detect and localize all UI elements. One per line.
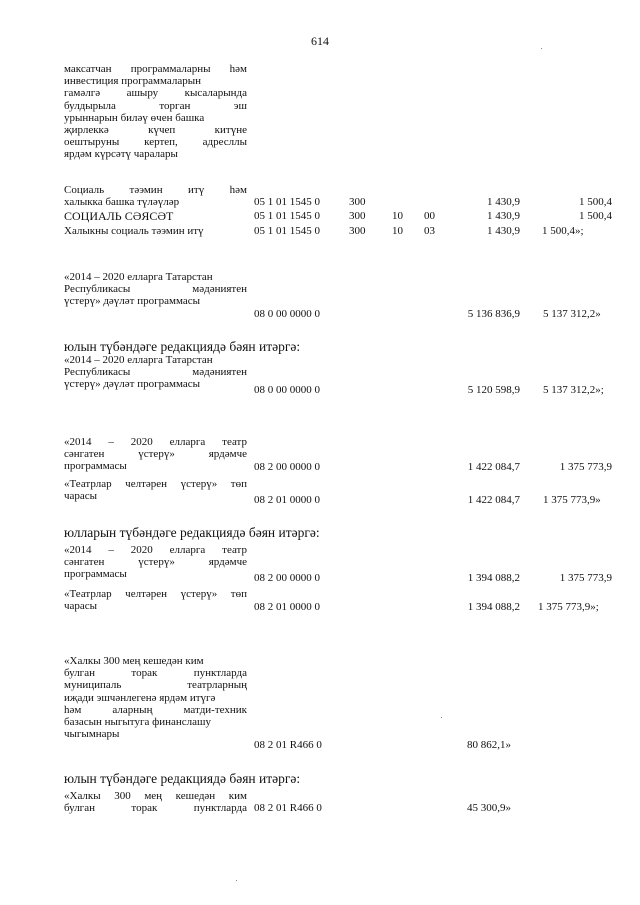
- section-code: 10: [392, 225, 403, 237]
- desc-line: «Халкы 300 мең кешедән ким: [64, 655, 204, 667]
- desc-line: СОЦИАЛЬ СӘЯСӘТ: [64, 209, 174, 223]
- target-code: 08 2 00 0000 0: [254, 572, 320, 584]
- desc-line: сәнгатен үстерү» ярдәмче: [64, 556, 247, 569]
- target-code: 08 2 01 R466 0: [254, 802, 322, 814]
- target-code: 05 1 01 1545 0: [254, 225, 320, 237]
- desc-line: Социаль тәэмин итү һәм: [64, 184, 247, 196]
- block3-description: [64, 354, 247, 391]
- desc-line: урыннарын биләү өчен башка: [64, 111, 205, 124]
- block6-description: [64, 655, 247, 740]
- block5-row2-description: [64, 588, 247, 612]
- desc-line: халыкка башка түләүләр: [64, 196, 180, 209]
- subsection-code: 03: [424, 225, 435, 237]
- amount-2019: 1 500,4: [579, 210, 612, 222]
- amount-2019: 1 500,4: [579, 196, 612, 208]
- block1-row2-description: [64, 210, 247, 222]
- expense-type: 300: [349, 210, 366, 222]
- target-code: 05 1 01 1545 0: [254, 210, 320, 222]
- expense-type: 300: [349, 225, 366, 237]
- block7-description: [64, 790, 247, 814]
- amount-2018: 45 300,9»: [467, 802, 511, 814]
- amount-2018: 1 430,9: [487, 210, 520, 222]
- block2-description: [64, 271, 247, 308]
- desc-line: булган торак пунктларда: [64, 667, 247, 680]
- amount-2018: 1 422 084,7: [467, 494, 520, 506]
- amount-2019: 1 375 773,9»;: [538, 601, 599, 613]
- desc-line: «Театрлар челтәрен үстерү» төп: [64, 478, 247, 490]
- desc-line: Халыкны социаль тәэмин итү: [64, 225, 204, 237]
- block1-description: [64, 63, 247, 161]
- desc-line: «Театрлар челтәрен үстерү» төп: [64, 588, 247, 600]
- amount-2019: 1 375 773,9: [559, 461, 612, 473]
- desc-line: инвестиция программаларын: [64, 75, 201, 88]
- block1-row3-description: [64, 225, 247, 237]
- desc-line: муниципаль театрларның: [64, 679, 247, 692]
- desc-line: программасы: [64, 568, 127, 581]
- desc-line: программасы: [64, 460, 127, 473]
- desc-line: «2014 – 2020 елларга театр: [64, 436, 247, 448]
- desc-line: «Халкы 300 мең кешедән ким: [64, 790, 247, 802]
- section-code: 10: [392, 210, 403, 222]
- desc-line: базасын ныгытуга финанслашу: [64, 716, 211, 729]
- amount-2018: 1 430,9: [487, 196, 520, 208]
- desc-line: үстерү» дәүләт программасы: [64, 295, 201, 308]
- target-code: 08 2 01 R466 0: [254, 739, 322, 751]
- instruction-heading: юлларын түбәндәге редакциядә бәян итәргә:: [64, 525, 320, 540]
- amount-2018: 80 862,1»: [467, 739, 511, 751]
- desc-line: максатчан программаларны һәм: [64, 63, 247, 75]
- desc-line: чыгымнары: [64, 728, 120, 741]
- block4-row2-description: [64, 478, 247, 502]
- desc-line: «2014 – 2020 елларга театр: [64, 544, 247, 556]
- amount-2019: 5 137 312,2»: [543, 308, 601, 320]
- amount-2019: 1 500,4»;: [542, 225, 584, 237]
- desc-line: булган торак пунктларда: [64, 802, 247, 815]
- amount-2018: 1 394 088,2: [467, 572, 520, 584]
- desc-line: «2014 – 2020 елларга Татарстан: [64, 271, 213, 283]
- amount-2018: 5 120 598,9: [467, 384, 520, 396]
- scan-speck: [441, 717, 442, 718]
- target-code: 08 2 01 0000 0: [254, 494, 320, 506]
- subsection-code: 00: [424, 210, 435, 222]
- desc-line: җирлеккә күчеп китүне: [64, 124, 247, 137]
- desc-line: Республикасы мәдәниятен: [64, 283, 247, 296]
- desc-line: Республикасы мәдәниятен: [64, 366, 247, 379]
- scan-speck: [236, 880, 237, 881]
- target-code: 08 2 00 0000 0: [254, 461, 320, 473]
- desc-line: ярдәм күрсәтү чаралары: [64, 148, 178, 161]
- amount-2018: 1 394 088,2: [467, 601, 520, 613]
- desc-line: сәнгатен үстерү» ярдәмче: [64, 448, 247, 461]
- amount-2019: 1 375 773,9: [559, 572, 612, 584]
- desc-line: иҗади эшчәнлегенә ярдәм итүгә: [64, 691, 216, 704]
- amount-2019: 5 137 312,2»;: [543, 384, 604, 396]
- desc-line: чарасы: [64, 600, 98, 613]
- scan-speck: [541, 48, 542, 49]
- block5-row1-description: [64, 544, 247, 581]
- instruction-heading: юлын түбәндәге редакциядә бәян итәргә:: [64, 339, 301, 354]
- amount-2018: 1 430,9: [487, 225, 520, 237]
- expense-type: 300: [349, 196, 366, 208]
- page-number: 614: [311, 34, 329, 48]
- block4-row1-description: [64, 436, 247, 473]
- instruction-heading: юлын түбәндәге редакциядә бәян итәргә:: [64, 771, 301, 786]
- amount-2019: 1 375 773,9»: [543, 494, 601, 506]
- target-code: 08 0 00 0000 0: [254, 308, 320, 320]
- desc-line: үстерү» дәүләт программасы: [64, 378, 201, 391]
- desc-line: гамәлгә ашыру кысаларында: [64, 87, 247, 100]
- target-code: 08 0 00 0000 0: [254, 384, 320, 396]
- desc-line: оештыруны кертеп, адресллы: [64, 136, 247, 149]
- target-code: 05 1 01 1545 0: [254, 196, 320, 208]
- target-code: 08 2 01 0000 0: [254, 601, 320, 613]
- desc-line: чарасы: [64, 490, 98, 503]
- desc-line: «2014 – 2020 елларга Татарстан: [64, 354, 213, 366]
- block1-row1-description: [64, 184, 247, 208]
- amount-2018: 1 422 084,7: [467, 461, 520, 473]
- desc-line: булдырыла торган эш: [64, 99, 247, 112]
- desc-line: һәм аларның матди-техник: [64, 703, 247, 716]
- amount-2018: 5 136 836,9: [467, 308, 520, 320]
